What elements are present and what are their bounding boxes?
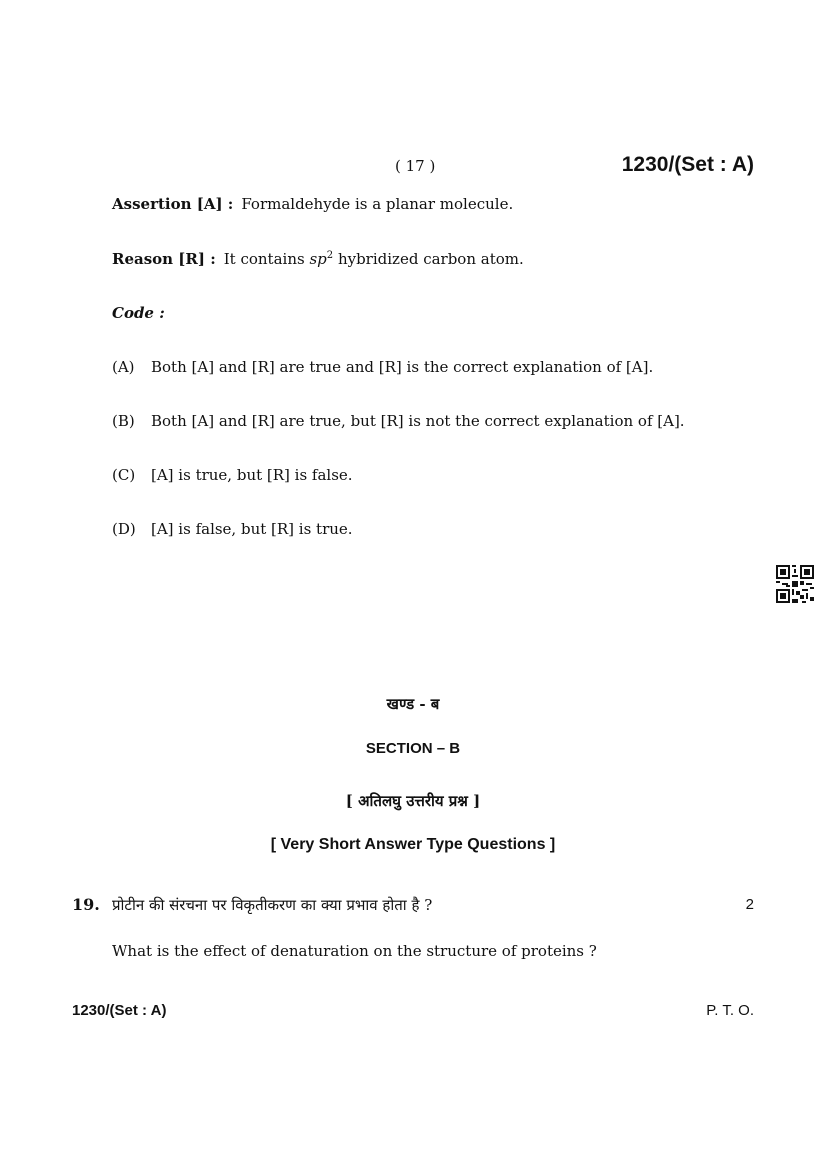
question-number: 19. [72, 895, 100, 914]
option-a [112, 358, 653, 376]
section-hindi-subtitle: [ अतिलघु उत्तरीय प्रश्न ] [345, 792, 481, 810]
question-english-text: What is the effect of denaturation on the structure of proteins ? [112, 942, 597, 960]
reason-term: sp [309, 250, 327, 268]
option-letter: (B) [112, 412, 135, 430]
question-hindi-text: प्रोटीन की संरचना पर विकृतीकरण का क्या प्रभाव होता है ? [112, 896, 433, 914]
assertion-text: Formaldehyde is a planar molecule. [241, 195, 514, 213]
reason-text-before: It contains [223, 250, 305, 268]
assertion-line [112, 195, 513, 213]
option-text: Both [A] and [R] are true, but [R] is not the correct explanation of [A]. [151, 412, 685, 430]
footer-pto: P. T. O. [706, 1002, 754, 1019]
option-letter: (A) [112, 358, 135, 376]
footer-set-code: 1230/(Set : A) [72, 1002, 167, 1019]
option-text: [A] is true, but [R] is false. [151, 466, 353, 484]
reason-label: Reason [R] : [112, 250, 216, 268]
reason-line [112, 250, 524, 268]
code-label: Code : [112, 304, 165, 322]
option-b [112, 412, 685, 430]
assertion-label: Assertion [A] : [112, 195, 234, 213]
option-letter: (D) [112, 520, 136, 538]
option-letter: (C) [112, 466, 136, 484]
question-marks: 2 [745, 896, 754, 913]
section-hindi-title: खण्ड - ब [386, 695, 440, 713]
section-title: SECTION – B [365, 740, 461, 757]
reason-superscript: 2 [326, 250, 334, 261]
section-subtitle: [ Very Short Answer Type Questions ] [270, 836, 556, 853]
set-code-header: 1230/(Set : A) [621, 153, 754, 176]
option-text: [A] is false, but [R] is true. [151, 520, 353, 538]
option-text: Both [A] and [R] are true and [R] is the correct explanation of [A]. [151, 358, 654, 376]
qr-code-icon [776, 565, 814, 603]
option-c [112, 466, 353, 484]
option-d [112, 520, 353, 538]
reason-text-after: hybridized carbon atom. [337, 250, 524, 268]
page-number: ( 17 ) [395, 157, 436, 175]
